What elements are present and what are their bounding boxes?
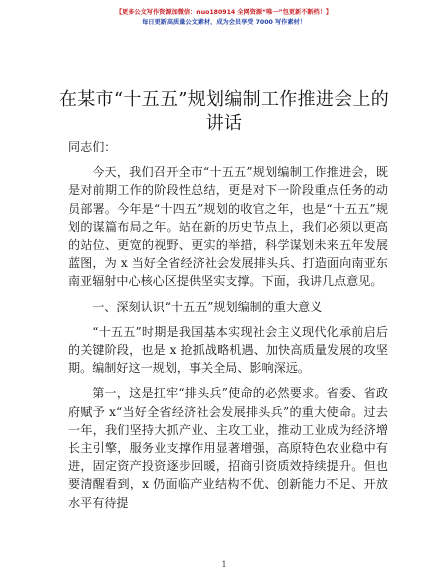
promo-banner-line-2: 每日更新高质量公文素材，成为会员享受 7000 写作素材！: [142, 19, 306, 26]
promo-banner: [40, 8, 408, 28]
promo-banner-line-1: 【更多公文写作资源加微信：nuo180914 全网资源“唯一”包更新不断档！】: [115, 9, 333, 16]
paragraph-intro: 今天，我们召开全市“十五五”规划编制工作推进会，既是对前期工作的阶段性总结，更是对下一阶段重点任务的动员部署。今年是“十四五”规划的收官之年，也是“十五五”规划的谋篇布局之年。站在新的历史节点上，我们必须以更高的站位、更宽的视野、更实的举措，科学谋划未来五年发展蓝图，为 x 当好全省经济社会发展排头兵、打造面向南亚东南亚辐射中心核心区提供坚实支撑。下面，我讲几点意见。: [68, 165, 388, 289]
paragraph-significance: “十五五”时期是我国基本实现社会主义现代化承前启后的关键阶段，也是 x 抢抓战略机遇、加快高质量发展的攻坚期。编制好这一规划，事关全局、影响深远。: [68, 324, 388, 376]
document-body: [68, 138, 388, 512]
salutation: 同志们：: [68, 140, 117, 154]
page-number: 1: [221, 560, 227, 569]
paragraph-first-point: 第一，这是扛牢“排头兵”使命的必然要求。省委、省政府赋予 x“当好全省经济社会发展排头兵”的重大使命。过去一年，我们坚持大抓产业、主攻工业，推动工业成为经济增长主引擎，服务业支撑作用显著增强，高原特色农业稳中有进，固定资产投资逐步回暖，招商引资质效持续提升。但也要清醒看到，x 仍面临产业结构不优、创新能力不足、开放水平有待提: [68, 386, 388, 510]
document-title: 在某市“十五五”规划编制工作推进会上的讲话: [58, 89, 390, 134]
section-heading-1: 一、深刻认识“十五五”规划编制的重大意义: [92, 299, 323, 314]
